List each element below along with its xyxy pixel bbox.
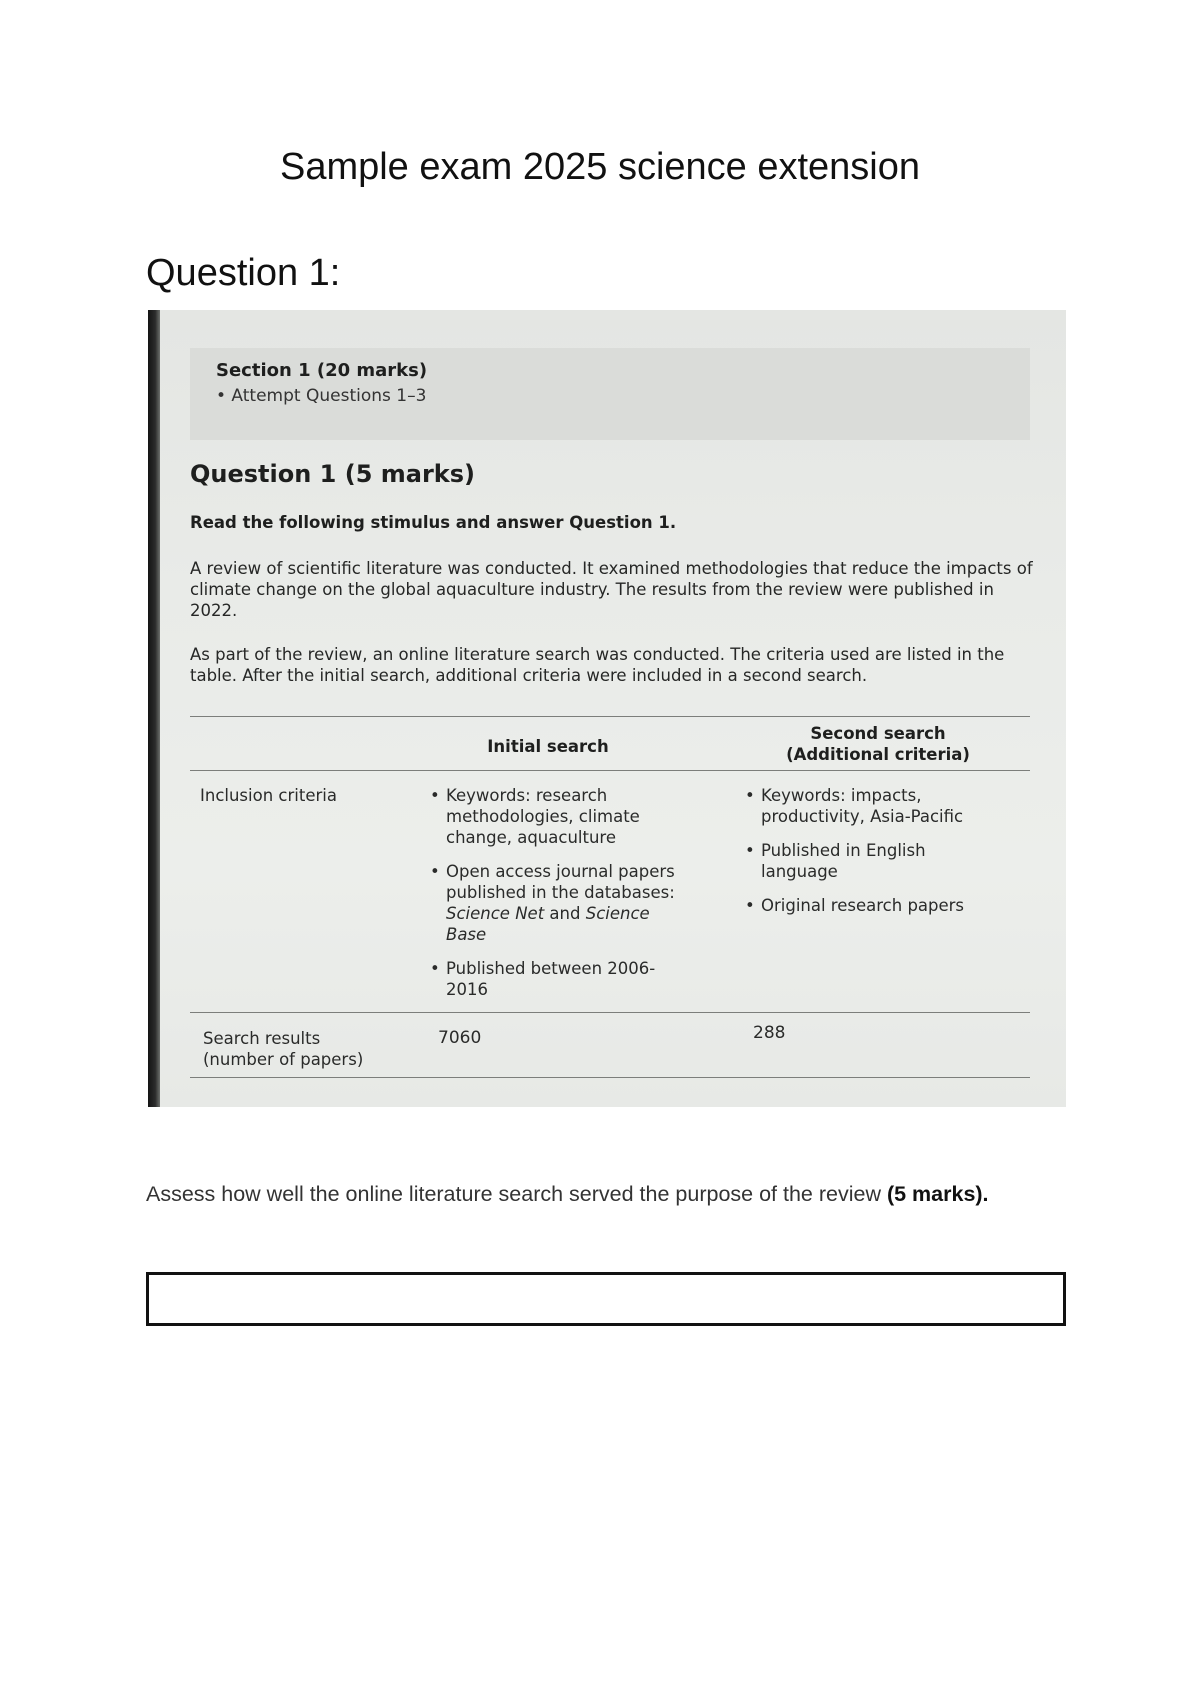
- document-title: Sample exam 2025 science extension: [279, 146, 921, 188]
- table-results-rule: [190, 1012, 1030, 1013]
- header-second-search-line1: Second search: [810, 724, 946, 743]
- prompt-text: Assess how well the online literature search served the purpose of the review: [146, 1182, 887, 1206]
- table-bottom-rule: [190, 1077, 1030, 1078]
- header-initial-search: Initial search: [487, 737, 609, 756]
- search-results-label: [203, 1028, 363, 1070]
- prompt-marks: (5 marks).: [886, 1182, 989, 1206]
- question-heading: Question 1:: [146, 252, 341, 294]
- exam-page-photo: [148, 310, 1066, 1107]
- list-item: • Original research papers: [743, 895, 993, 916]
- search-results-label-line1: Search results: [203, 1029, 321, 1048]
- search-results-label-line2: (number of papers): [203, 1050, 364, 1069]
- section-instructions: • Attempt Questions 1–3: [216, 386, 427, 406]
- header-second-search-line2: (Additional criteria): [786, 745, 970, 764]
- section-info-box: [190, 348, 1030, 440]
- answer-box[interactable]: [146, 1272, 1066, 1326]
- stimulus-paragraph-1: A review of scientific literature was conducted. It examined methodologies that reduce the impacts of climate change on the global aquaculture industry. The results from the review were published in 2022.: [190, 559, 1033, 620]
- list-item: • Published between 2006-2016: [428, 958, 693, 1000]
- list-item: • Keywords: research methodologies, climate change, aquaculture: [428, 785, 693, 848]
- initial-criteria-list: [428, 785, 693, 1013]
- table-header-rule: [190, 770, 1030, 771]
- list-item: • Published in English language: [743, 840, 993, 882]
- section-title: Section 1 (20 marks): [216, 360, 428, 381]
- initial-search-results: 7060: [438, 1028, 482, 1048]
- table-top-rule: [190, 716, 1030, 717]
- exam-question-title: Question 1 (5 marks): [190, 460, 476, 488]
- list-item: • Open access journal papers published in the databases: Science Net and Science Base: [428, 861, 693, 945]
- photo-dark-edge: [148, 310, 160, 1107]
- stimulus-paragraph-2: As part of the review, an online literature search was conducted. The criteria used are listed in the table. After the initial search, additional criteria were included in a second search.: [190, 645, 1005, 685]
- exam-instruction: Read the following stimulus and answer Question 1.: [190, 513, 677, 532]
- inclusion-criteria-label: Inclusion criteria: [200, 786, 337, 805]
- list-item: • Keywords: impacts, productivity, Asia-Pacific: [743, 785, 993, 827]
- second-search-results: 288: [753, 1023, 786, 1043]
- second-criteria-list: [743, 785, 993, 929]
- question-prompt: [146, 1178, 1046, 1211]
- header-second-search: [748, 723, 1008, 765]
